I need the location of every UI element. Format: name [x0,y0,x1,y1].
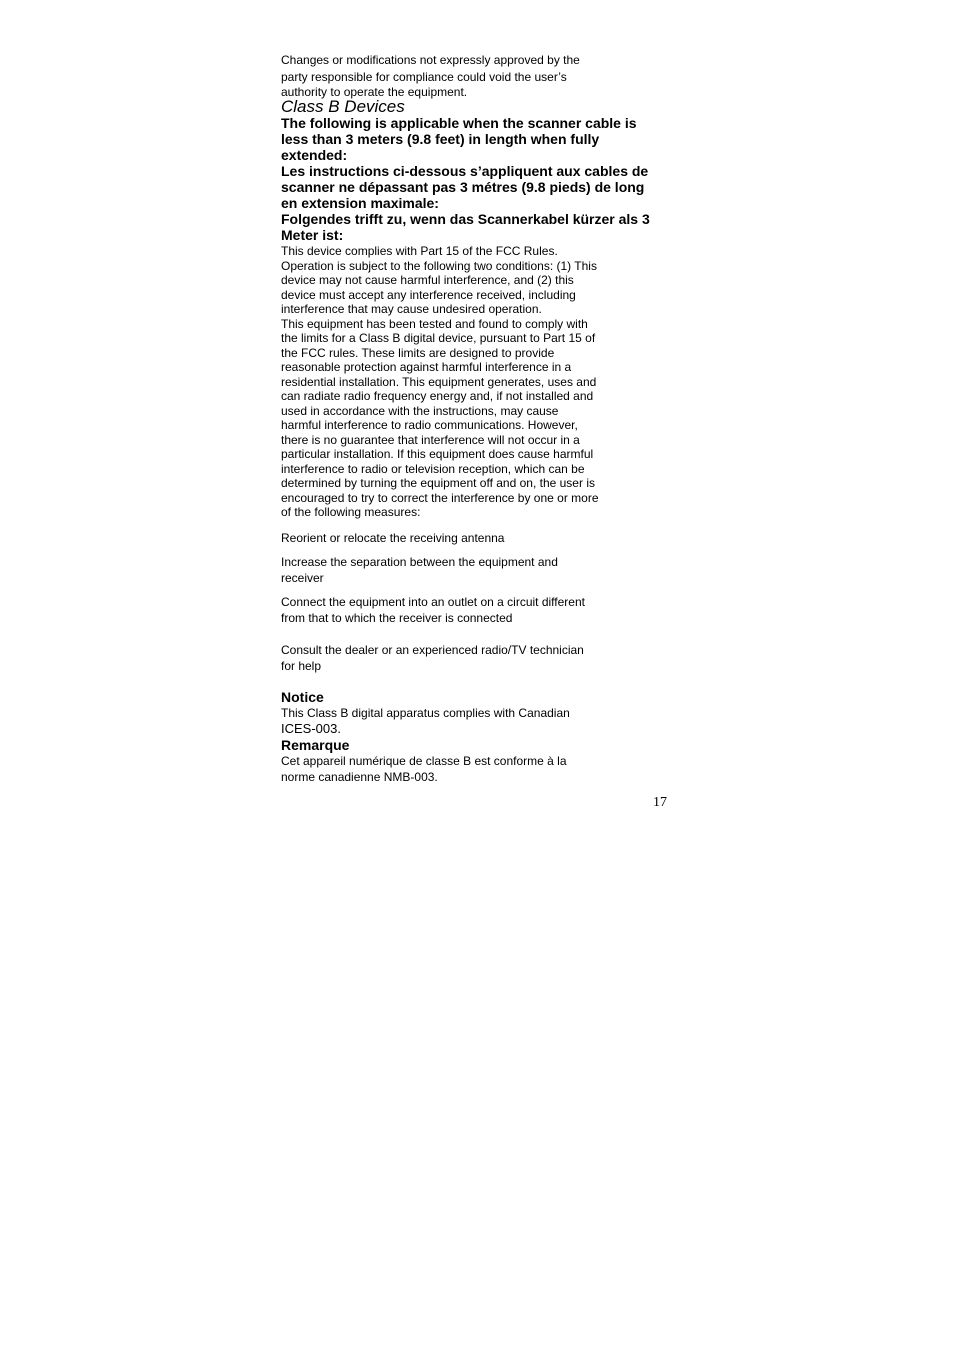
measure-line: from that to which the receiver is connected [281,610,513,625]
measure-line: Consult the dealer or an experienced radio/TV technician [281,642,584,657]
intro-paragraph [281,52,671,99]
notice-line: ICES-003. [281,720,341,736]
body-line: interference that may cause undesired operation. [281,302,542,316]
body-line: the limits for a Class B digital device, pursuant to Part 15 of [281,331,596,345]
body-line: This device complies with Part 15 of the FCC Rules. [281,244,558,258]
body-line: the FCC rules. These limits are designed to provide [281,345,555,360]
body-line: device may not cause harmful interference, and (2) this [281,273,574,287]
bold-line: Folgendes trifft zu, wenn das Scannerkabel kürzer als 3 [281,211,650,227]
remarque-line: Cet appareil numérique de classe B est conforme à la [281,753,567,768]
body-line: Operation is subject to the following two conditions: (1) This [281,258,597,273]
body-line: residential installation. This equipment generates, uses and [281,374,597,389]
body-line: harmful interference to radio communications. However, [281,418,578,432]
body-line: used in accordance with the instructions, may cause [281,403,559,418]
bold-line: extended: [281,147,348,163]
measure-line: Increase the separation between the equipment and [281,554,558,569]
body-line: device must accept any interference received, including [281,287,576,302]
measure-line: Reorient or relocate the receiving antenna [281,530,505,545]
body-line: interference to radio or television reception, which can be [281,461,585,476]
bold-line: scanner ne dépassant pas 3 métres (9.8 pieds) de long [281,179,645,195]
body-line: there is no guarantee that interference will not occur in a [281,432,580,447]
measure-item [281,642,671,674]
measure-line: Connect the equipment into an outlet on a circuit different [281,594,585,609]
bold-line: Meter ist: [281,227,344,243]
fcc-body-paragraph [281,244,671,520]
page-number: 17 [653,795,667,810]
body-line: reasonable protection against harmful interference in a [281,360,572,374]
class-b-title: Class B Devices [281,97,405,116]
notice-paragraph [281,705,671,737]
measure-line: for help [281,658,322,673]
document-page [281,52,671,785]
body-line: determined by turning the equipment off and on, the user is [281,476,595,490]
remarque-line: norme canadienne NMB-003. [281,769,438,784]
body-line: encouraged to try to correct the interference by one or more [281,490,599,505]
intro-line: Changes or modifications not expressly approved by the [281,53,580,67]
bold-line: less than 3 meters (9.8 feet) in length when fully [281,131,600,147]
body-line: can radiate radio frequency energy and, if not installed and [281,389,594,403]
measure-item [281,530,671,546]
intro-line: party responsible for compliance could void the user’s [281,69,567,84]
measure-item [281,594,671,626]
bold-line: en extension maximale: [281,195,439,211]
remarque-paragraph [281,753,671,785]
body-line: of the following measures: [281,505,421,519]
body-line: particular installation. If this equipment does cause harmful [281,447,594,461]
notice-title: Notice [281,688,324,705]
class-b-bold-block [281,115,671,243]
body-line: This equipment has been tested and found to comply with [281,316,588,331]
measure-line: receiver [281,570,324,585]
bold-line: Les instructions ci-dessous s’appliquent aux cables de [281,163,649,179]
measure-item [281,554,671,586]
bold-line: The following is applicable when the scanner cable is [281,115,637,131]
remarque-title: Remarque [281,736,350,753]
intro-line: authority to operate the equipment. [281,85,468,99]
notice-line: This Class B digital apparatus complies with Canadian [281,705,570,720]
